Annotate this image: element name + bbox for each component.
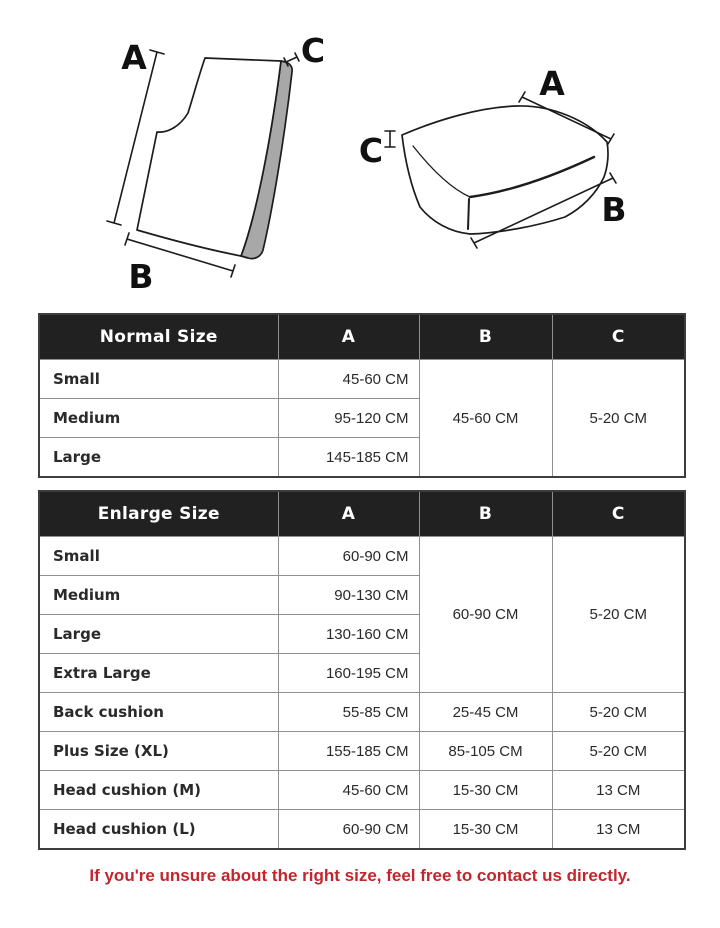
row-label: Small [39,360,278,399]
size-diagrams [0,0,720,305]
cushion-outline [402,106,608,234]
cell-b: 15-30 CM [419,810,552,850]
cell-c: 13 CM [552,810,685,850]
cell-a: 90-130 CM [278,576,419,615]
cover-label-a: A [121,38,147,77]
column-header-c: C [552,314,685,360]
row-label: Back cushion [39,693,278,732]
row-label: Head cushion (L) [39,810,278,850]
cell-a: 145-185 CM [278,438,419,478]
cell-a: 130-160 CM [278,615,419,654]
cushion-diagram [359,64,627,248]
cushion-measure-c [385,131,395,147]
cell-b-merged: 45-60 CM [419,360,552,478]
cover-label-b: B [128,257,154,296]
row-label: Large [39,438,278,478]
column-header-b: B [419,314,552,360]
table-header-row [39,314,685,360]
cushion-label-a: A [539,64,565,103]
cushion-label-c: C [358,131,384,170]
enlarge-size-table [38,490,686,850]
table-row [39,771,685,810]
cushion-label-b: B [601,190,627,229]
row-label: Medium [39,399,278,438]
cell-a: 60-90 CM [278,537,419,576]
cell-a: 95-120 CM [278,399,419,438]
cell-b: 25-45 CM [419,693,552,732]
table-title: Normal Size [39,314,278,360]
cell-c: 5-20 CM [552,693,685,732]
row-label: Large [39,615,278,654]
cell-a: 155-185 CM [278,732,419,771]
row-label: Extra Large [39,654,278,693]
row-label: Plus Size (XL) [39,732,278,771]
cell-b: 85-105 CM [419,732,552,771]
cell-c-merged: 5-20 CM [552,537,685,693]
row-label: Medium [39,576,278,615]
cushion-front-corner [468,199,469,229]
normal-size-table [38,313,686,478]
cover-label-c: C [300,31,326,70]
cover-measure-c [284,53,299,66]
column-header-b: B [419,491,552,537]
cell-a: 60-90 CM [278,810,419,850]
table-row [39,732,685,771]
cell-b-merged: 60-90 CM [419,537,552,693]
table-row [39,810,685,850]
cover-diagram [107,31,325,296]
row-label: Head cushion (M) [39,771,278,810]
table-row [39,360,685,399]
contact-note: If you're unsure about the right size, feel free to contact us directly. [89,866,631,885]
table-title: Enlarge Size [39,491,278,537]
column-header-a: A [278,491,419,537]
cell-c: 5-20 CM [552,732,685,771]
column-header-a: A [278,314,419,360]
cell-b: 15-30 CM [419,771,552,810]
cell-c: 13 CM [552,771,685,810]
table-row [39,537,685,576]
row-label: Small [39,537,278,576]
cell-a: 55-85 CM [278,693,419,732]
cell-a: 45-60 CM [278,771,419,810]
table-row [39,693,685,732]
table-header-row [39,491,685,537]
column-header-c: C [552,491,685,537]
cell-c-merged: 5-20 CM [552,360,685,478]
cell-a: 160-195 CM [278,654,419,693]
cell-a: 45-60 CM [278,360,419,399]
